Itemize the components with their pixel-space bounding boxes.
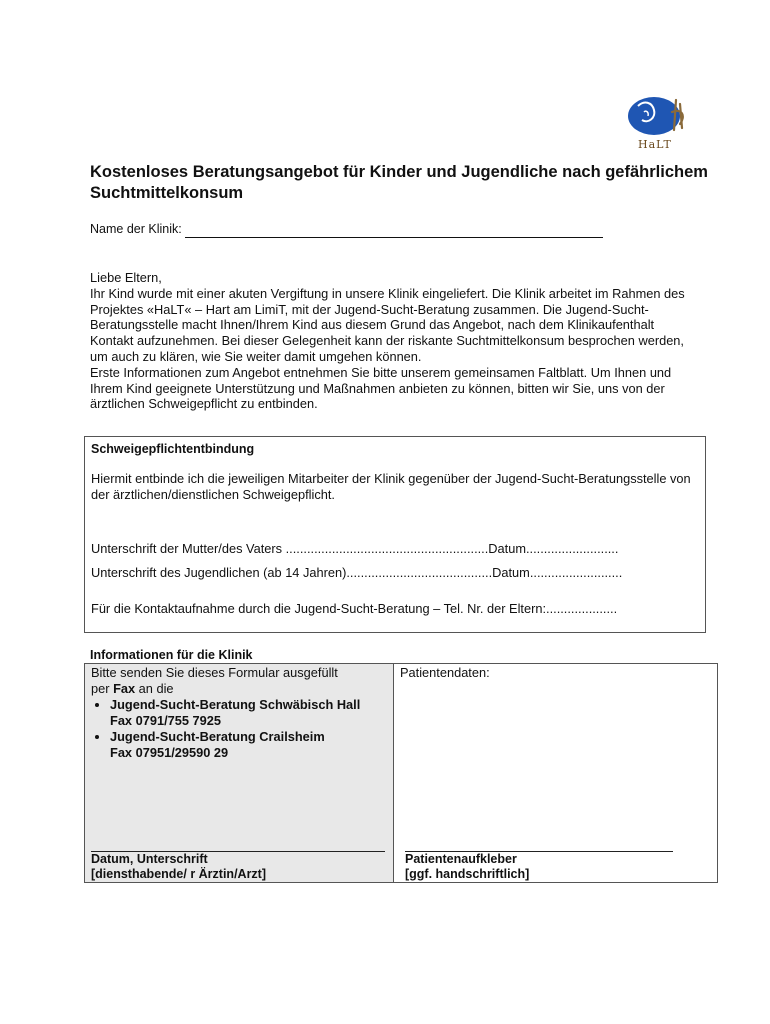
clinic-info-heading: Informationen für die Klinik bbox=[90, 648, 253, 662]
waiver-box bbox=[84, 436, 706, 633]
clinic-info-table bbox=[84, 663, 718, 883]
document-title: Kostenloses Beratungsangebot für Kinder und Jugendliche nach gefährlichem Suchtmittelkonsum bbox=[90, 163, 708, 202]
patient-data-label: Patientendaten: bbox=[400, 665, 490, 680]
doctor-signature-caption: Datum, Unterschrift [diensthabende/ r Ärztin/Arzt] bbox=[91, 852, 267, 881]
send-instruction-line-2: per Fax an die bbox=[91, 681, 174, 696]
fax-instructions-cell bbox=[85, 664, 394, 882]
letter-paragraph-2: Erste Informationen zum Angebot entnehmen Sie bitte unserem gemeinsamen Faltblatt. Um Ihnen und Ihrem Kind geeignete Unterstützung und Maßnahmen anbieten zu können, bitten wir Sie, uns von der ärztlichen Schweigepflicht zu entbinden. bbox=[90, 364, 672, 412]
clinic-name-label: Name der Klinik: bbox=[90, 222, 182, 236]
logo-wordmark: HaLT bbox=[638, 138, 672, 151]
clinic-name-row bbox=[90, 222, 603, 238]
signature-parent-field[interactable]: Unterschrift der Mutter/des Vaters .........................................................Datum.......................... bbox=[91, 541, 619, 556]
letter-paragraph-1: Ihr Kind wurde mit einer akuten Vergiftung in unsere Klinik eingeliefert. Die Klinik arbeitet im Rahmen des Projektes «HaLT« – Hart am LimiT, mit der Jugend-Sucht-Beratung zusammen. Die Jugend-Sucht-Beratungsstelle macht Ihnen/Ihrem Kind aus diesem Grund das Angebot, nach dem Klinikaufenthalt Kontakt aufzunehmen. Bei dieser Gelegenheit kann der riskante Suchtmittelkonsum besprochen werden, um auch zu klären, wie Sie weiter damit umgehen können. bbox=[90, 285, 685, 364]
patient-sticker-caption: Patientenaufkleber [ggf. handschriftlich] bbox=[405, 852, 530, 881]
waiver-text: Hiermit entbinde ich die jeweiligen Mitarbeiter der Klinik gegenüber der Jugend-Sucht-Beratungsstelle von der ärztlichen/dienstlichen Schweigepflicht. bbox=[91, 471, 691, 502]
list-item: • Jugend-Sucht-Beratung Crailsheim Fax 07951/29590 29 bbox=[110, 729, 360, 761]
letter-body bbox=[90, 270, 700, 412]
letter-greeting: Liebe Eltern, bbox=[90, 270, 162, 285]
send-instruction-line-1: Bitte senden Sie dieses Formular ausgefüllt bbox=[91, 665, 338, 680]
parent-phone-field[interactable]: Für die Kontaktaufnahme durch die Jugend-Sucht-Beratung – Tel. Nr. der Eltern:.................... bbox=[91, 601, 618, 616]
list-item: • Jugend-Sucht-Beratung Schwäbisch Hall Fax 0791/755 7925 bbox=[110, 697, 360, 729]
clinic-name-field[interactable] bbox=[185, 223, 603, 238]
patient-data-cell[interactable] bbox=[394, 664, 717, 882]
office-list bbox=[91, 697, 360, 761]
waiver-heading: Schweigepflichtentbindung bbox=[91, 442, 255, 456]
signature-youth-field[interactable]: Unterschrift des Jugendlichen (ab 14 Jahren).........................................Datum.......................... bbox=[91, 565, 623, 580]
